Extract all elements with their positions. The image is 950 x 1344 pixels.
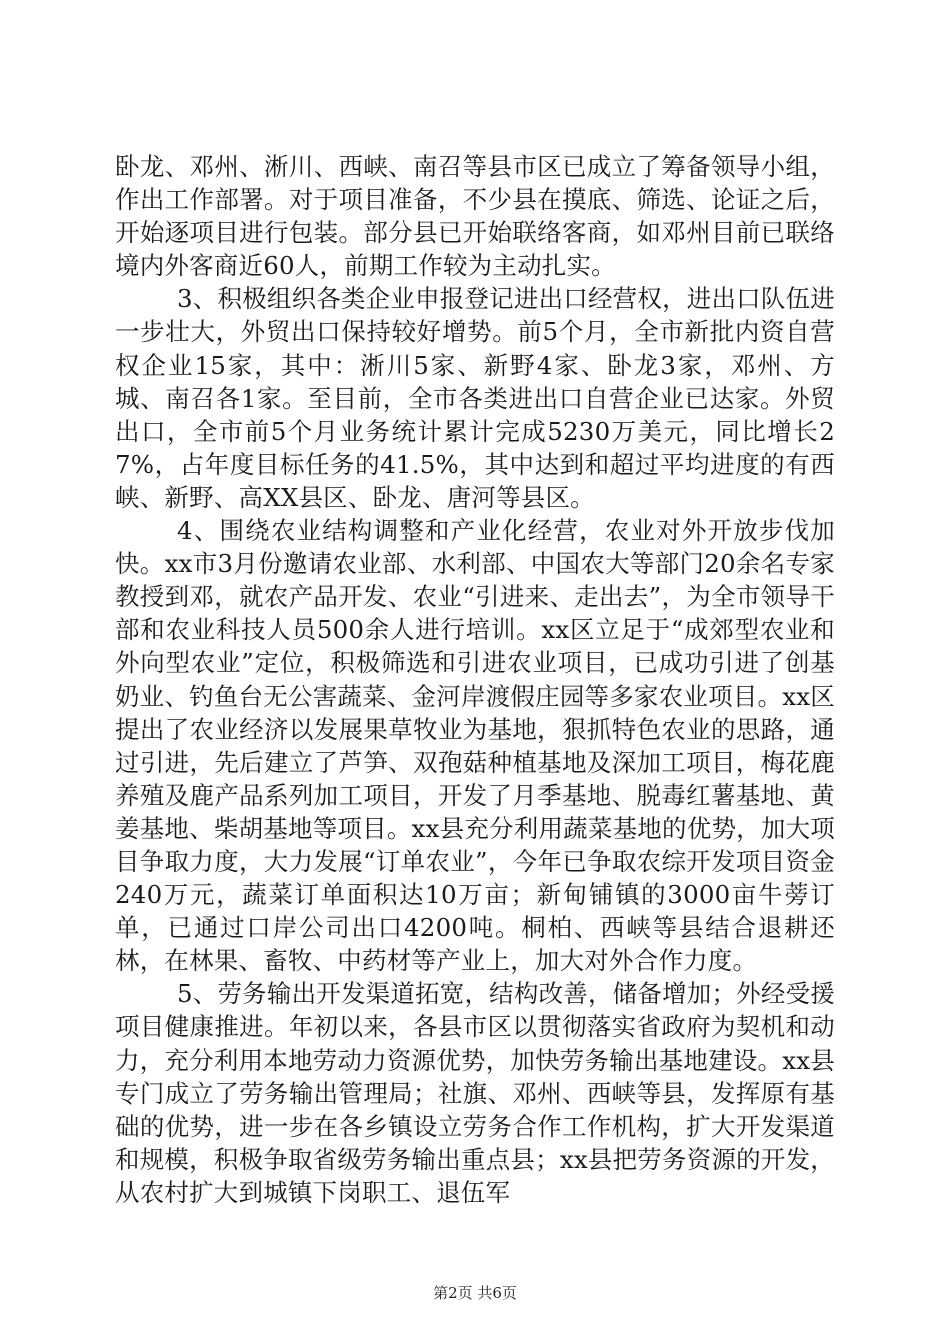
paragraph-item-3: 3、积极组织各类企业申报登记进出口经营权，进出口队伍进一步壮大，外贸出口保持较好增势。前5个月，全市新批内资自营权企业15家，其中：淅川5家、新野4家、卧龙3家，邓州、方城、南召各1家。至目前，全市各类进出口自营企业已达家。外贸出口，全市前5个月业务统计累计完成5230万美元，同比增长27%，占年度目标任务的41.5%，其中达到和超过平均进度的有西峡、新野、高XX县区、卧龙、唐河等县区。 <box>115 284 835 512</box>
page-footer <box>0 1282 950 1303</box>
page-number-indicator: 第2页 共6页 <box>433 1284 517 1302</box>
paragraph-item-4: 4、围绕农业结构调整和产业化经营，农业对外开放步伐加快。xx市3月份邀请农业部、水利部、中国农大等部门20余名专家教授到邓，就农产品开发、农业“引进来、走出去”，为全市领导干部和农业科技人员500余人进行培训。xx区立足于“成郊型农业和外向型农业”定位，积极筛选和引进农业项目，已成功引进了创基奶业、钓鱼台无公害蔬菜、金河岸渡假庄园等多家农业项目。xx区提出了农业经济以发展果草牧业为基地，狠抓特色农业的思路，通过引进，先后建立了芦笋、双孢菇种植基地及深加工项目，梅花鹿养殖及鹿产品系列加工项目，开发了月季基地、脱毒红薯基地、黄姜基地、柴胡基地等项目。xx县充分利用蔬菜基地的优势，加大项目争取力度，大力发展“订单农业”，今年已争取农综开发项目资金240万元，蔬菜订单面积达10万亩；新甸铺镇的3000亩牛蒡订单，已通过口岸公司出口4200吨。桐柏、西峡等县结合退耕还林，在林果、畜牧、中药材等产业上，加大对外合作力度。 <box>115 516 835 976</box>
document-body <box>115 150 835 1209</box>
paragraph-continued: 卧龙、邓州、淅川、西峡、南召等县市区已成立了筹备领导小组，作出工作部署。对于项目准备，不少县在摸底、筛选、论证之后，开始逐项目进行包装。部分县已开始联络客商，如邓州目前已联络境内外客商近60人，前期工作较为主动扎实。 <box>115 152 835 281</box>
paragraph-item-5: 5、劳务输出开发渠道拓宽，结构改善，储备增加；外经受援项目健康推进。年初以来，各县市区以贯彻落实省政府为契机和动力，充分利用本地劳动力资源优势，加快劳务输出基地建设。xx县专门成立了劳务输出管理局；社旗、邓州、西峡等县，发挥原有基础的优势，进一步在各乡镇设立劳务合作工作机构，扩大开发渠道和规模，积极争取省级劳务输出重点县；xx县把劳务资源的开发，从农村扩大到城镇下岗职工、退伍军 <box>115 979 835 1207</box>
